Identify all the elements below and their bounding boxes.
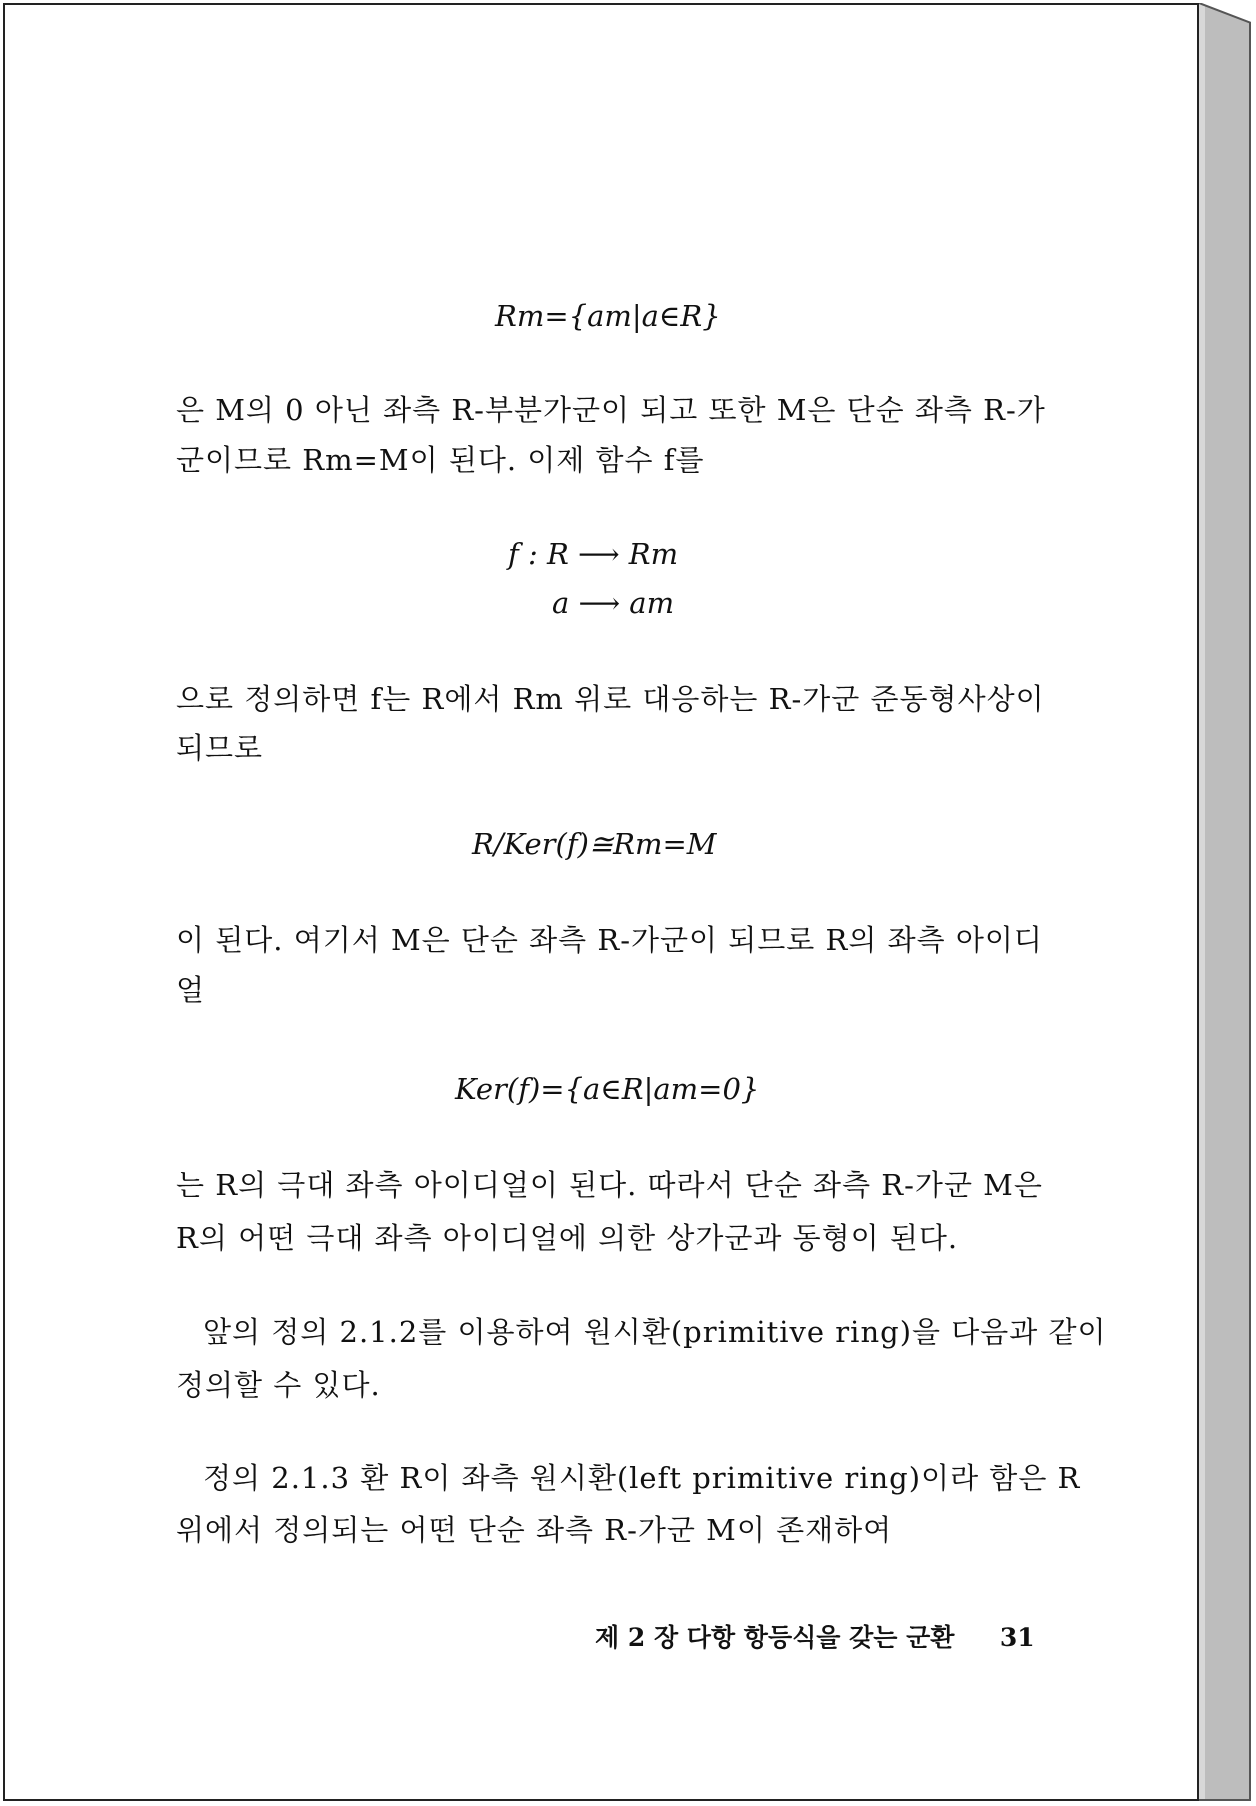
- definition-2-1-3-line-2: 위에서 정의되는 어떤 단순 좌측 R-가군 M이 존재하여: [176, 1513, 893, 1547]
- paragraph-1-line-2: 군이므로 Rm=M이 된다. 이제 함수 f를: [176, 443, 705, 477]
- equation-function-map-2: a ⟶ am: [552, 586, 675, 620]
- equation-rm-definition: Rm={am|a∈R}: [495, 299, 721, 333]
- paragraph-5-line-2: 정의할 수 있다.: [176, 1368, 381, 1402]
- page-edge-shadow: [1199, 3, 1251, 1801]
- equation-function-map-1: f : R ⟶ Rm: [508, 537, 679, 571]
- running-head: 제 2 장 다항 항등식을 갖는 군환: [595, 1623, 955, 1652]
- paragraph-3-line-1: 이 된다. 여기서 M은 단순 좌측 R-가군이 되므로 R의 좌측 아이디: [176, 923, 1043, 957]
- paragraph-3-line-2: 얼: [176, 973, 206, 1007]
- page-number: 31: [999, 1623, 1035, 1652]
- paragraph-2-line-2: 되므로: [176, 731, 264, 765]
- equation-isomorphism: R/Ker(f)≅Rm=M: [472, 827, 717, 861]
- paragraph-4-line-1: 는 R의 극대 좌측 아이디얼이 된다. 따라서 단순 좌측 R-가군 M은: [176, 1168, 1043, 1202]
- equation-kernel-definition: Ker(f)={a∈R|am=0}: [455, 1072, 760, 1106]
- definition-2-1-3-line-1: 정의 2.1.3 환 R이 좌측 원시환(left primitive ring)이라 함은 R: [203, 1461, 1081, 1495]
- running-footer: [595, 1620, 1035, 1656]
- paragraph-5-line-1: 앞의 정의 2.1.2를 이용하여 원시환(primitive ring)을 다음과 같이: [203, 1315, 1107, 1349]
- paragraph-2-line-1: 으로 정의하면 f는 R에서 Rm 위로 대응하는 R-가군 준동형사상이: [176, 682, 1045, 716]
- paragraph-4-line-2: R의 어떤 극대 좌측 아이디얼에 의한 상가군과 동형이 된다.: [176, 1221, 959, 1255]
- paragraph-1-line-1: 은 M의 0 아닌 좌측 R-부분가군이 되고 또한 M은 단순 좌측 R-가: [176, 393, 1046, 427]
